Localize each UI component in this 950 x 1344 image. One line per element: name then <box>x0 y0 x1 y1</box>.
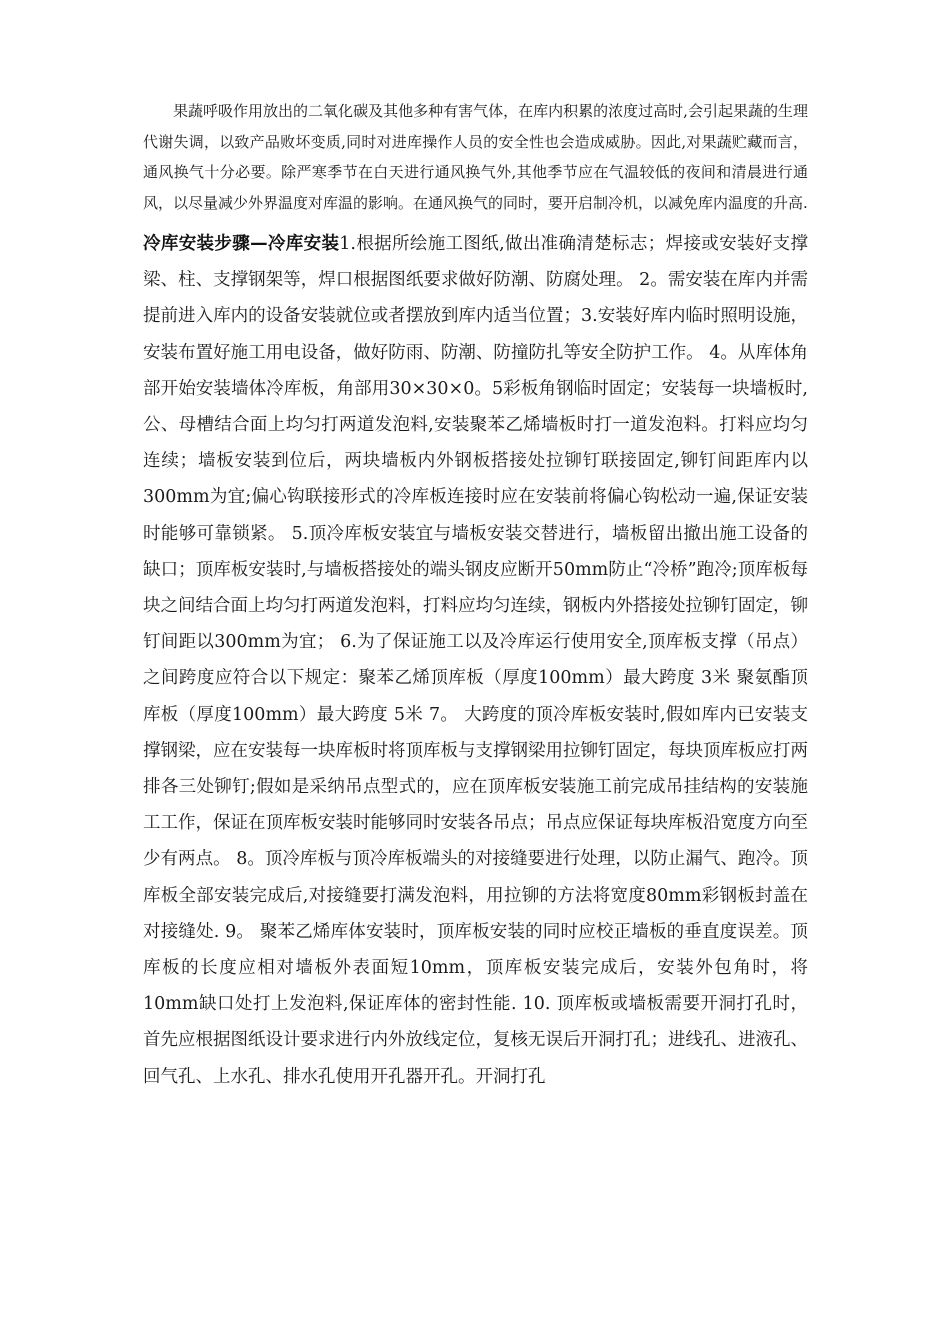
document-page <box>143 96 808 1095</box>
section-heading: 冷库安装步骤—冷库安装 <box>143 234 340 254</box>
intro-paragraph: 果蔬呼吸作用放出的二氧化碳及其他多种有害气体，在库内积累的浓度过高时,会引起果蔬的生理代谢失调，以致产品败坏变质,同时对进库操作人员的安全性也会造成威胁。因此,对果蔬贮藏而言，通风换气十分必要。除严寒季节在白天进行通风换气外,其他季节应在气温较低的夜间和清晨进行通风，以尽量减少外界温度对库温的影响。在通风换气的同时，要开启制冷机，以减免库内温度的升高. <box>143 102 808 212</box>
installation-steps-text: 1.根据所绘施工图纸,做出准确清楚标志；焊接或安装好支撑梁、柱、支撑钢架等，焊口根据图纸要求做好防潮、防腐处理。 2。需安装在库内并需提前进入库内的设备安装就位或者摆放到库内适当位置；3.安装好库内临时照明设施，安装布置好施工用电设备，做好防雨、防潮、防撞防扎等安全防护工作。 4。从库体角部开始安装墙体冷库板，角部用30×30×0。5彩板角钢临时固定；安装每一块墙板时,公、母槽结合面上均匀打两道发泡料,安装聚苯乙烯墙板时打一道发泡料。打料应均匀连续；墙板安装到位后，两块墙板内外钢板搭接处拉铆钉联接固定,铆钉间距库内以300mm为宜;偏心钩联接形式的冷库板连接时应在安装前将偏心钩松动一遍,保证安装时能够可靠锁紧。 5.顶冷库板安装宜与墙板安装交替进行，墙板留出撤出施工设备的缺口；顶库板安装时,与墙板搭接处的端头钢皮应断开50mm防止“冷桥”跑冷;顶库板每块之间结合面上均匀打两道发泡料，打料应均匀连续，钢板内外搭接处拉铆钉固定，铆钉间距以300mm为宜； 6.为了保证施工以及冷库运行使用安全,顶库板支撑（吊点）之间跨度应符合以下规定：聚苯乙烯顶库板（厚度100mm）最大跨度 3米 聚氨酯顶库板（厚度100mm）最大跨度 5米 7。 大跨度的顶冷库板安装时,假如库内已安装支撑钢梁，应在安装每一块库板时将顶库板与支撑钢梁用拉铆钉固定，每块顶库板应打两排各三处铆钉;假如是采纳吊点型式的，应在顶库板安装施工前完成吊挂结构的安装施工工作，保证在顶库板安装时能够同时安装各吊点；吊点应保证每块库板沿宽度方向至少有两点。 8。顶冷库板与顶冷库板端头的对接缝要进行处理，以防止漏气、跑冷。顶库板全部安装完成后,对接缝要打满发泡料，用拉铆的方法将宽度80mm彩钢板封盖在对接缝处. 9。 聚苯乙烯库体安装时，顶库板安装的同时应校正墙板的垂直度误差。顶库板的长度应相对墙板外表面短10mm，顶库板安装完成后，安装外包角时，将10mm缺口处打上发泡料,保证库体的密封性能. 10. 顶库板或墙板需要开洞打孔时，首先应根据图纸设计要求进行内外放线定位，复核无误后开洞打孔；进线孔、进液孔、回气孔、上水孔、排水孔使用开孔器开孔。开洞打孔 <box>143 234 809 1087</box>
installation-paragraph <box>143 226 808 1095</box>
